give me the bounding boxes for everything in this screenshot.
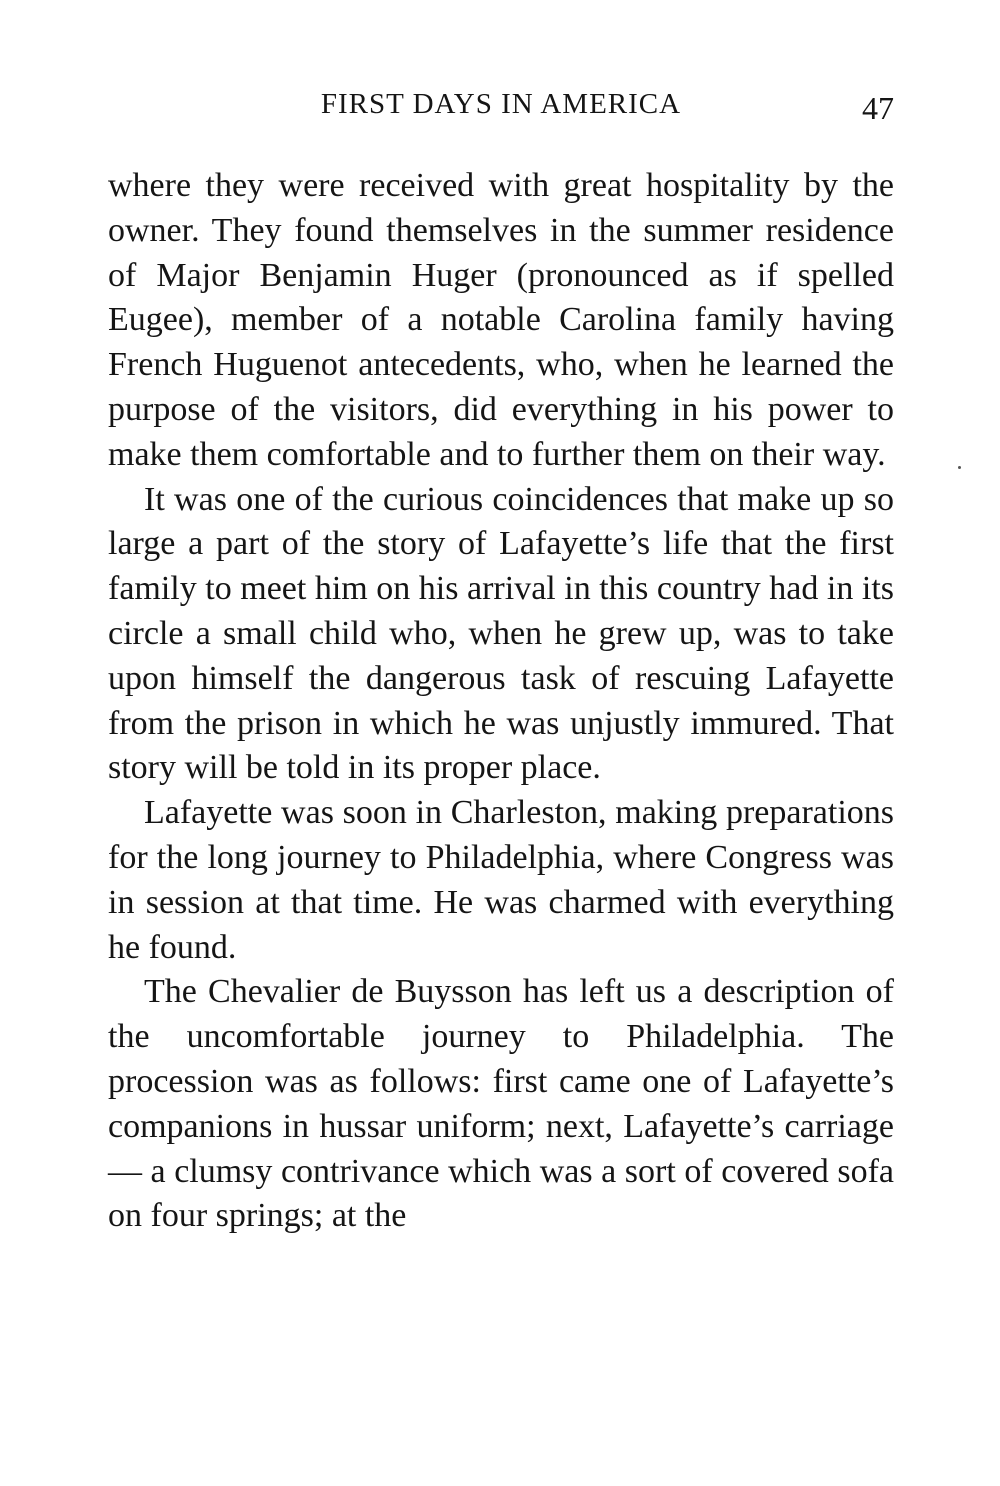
paragraph-coincidence: It was one of the curious coincidences that make up so large a part of the story of Lafayette’s life that the first family to meet him on his arrival in this country had in its circle a small child who, when he grew up, was to take upon himself the dangerous task of rescuing Lafayette from the prison in which he was unjustly immured. That story will be told in its proper place. xyxy=(108,480,894,787)
page-number: 47 xyxy=(862,90,894,126)
stray-ink-mark xyxy=(958,466,961,469)
running-head xyxy=(108,88,894,136)
paragraph-charleston: Lafayette was soon in Charleston, making preparations for the long journey to Philadelphia, where Congress was in session at that time. He was charmed with everything he found. xyxy=(108,794,894,966)
paragraph-procession: The Chevalier de Buysson has left us a description of the uncomfortable journey to Philadelphia. The procession was as follows: first came one of Lafayette’s companions in hussar uniform; next, Lafayette’s carriage — a clumsy contrivance which was a sort of covered sofa on four springs; at the xyxy=(108,973,894,1235)
paragraph-continued: where they were received with great hospitality by the owner. They found themselves in the summer residence of Major Benjamin Huger (pronounced as if spelled Eugee), member of a notable Carolina family having French Huguenot antecedents, who, when he learned the purpose of the visitors, did everything in his power to make them comfortable and to further them on their way. xyxy=(108,167,894,473)
body-text xyxy=(108,164,894,1239)
running-title: FIRST DAYS IN AMERICA xyxy=(320,88,682,120)
